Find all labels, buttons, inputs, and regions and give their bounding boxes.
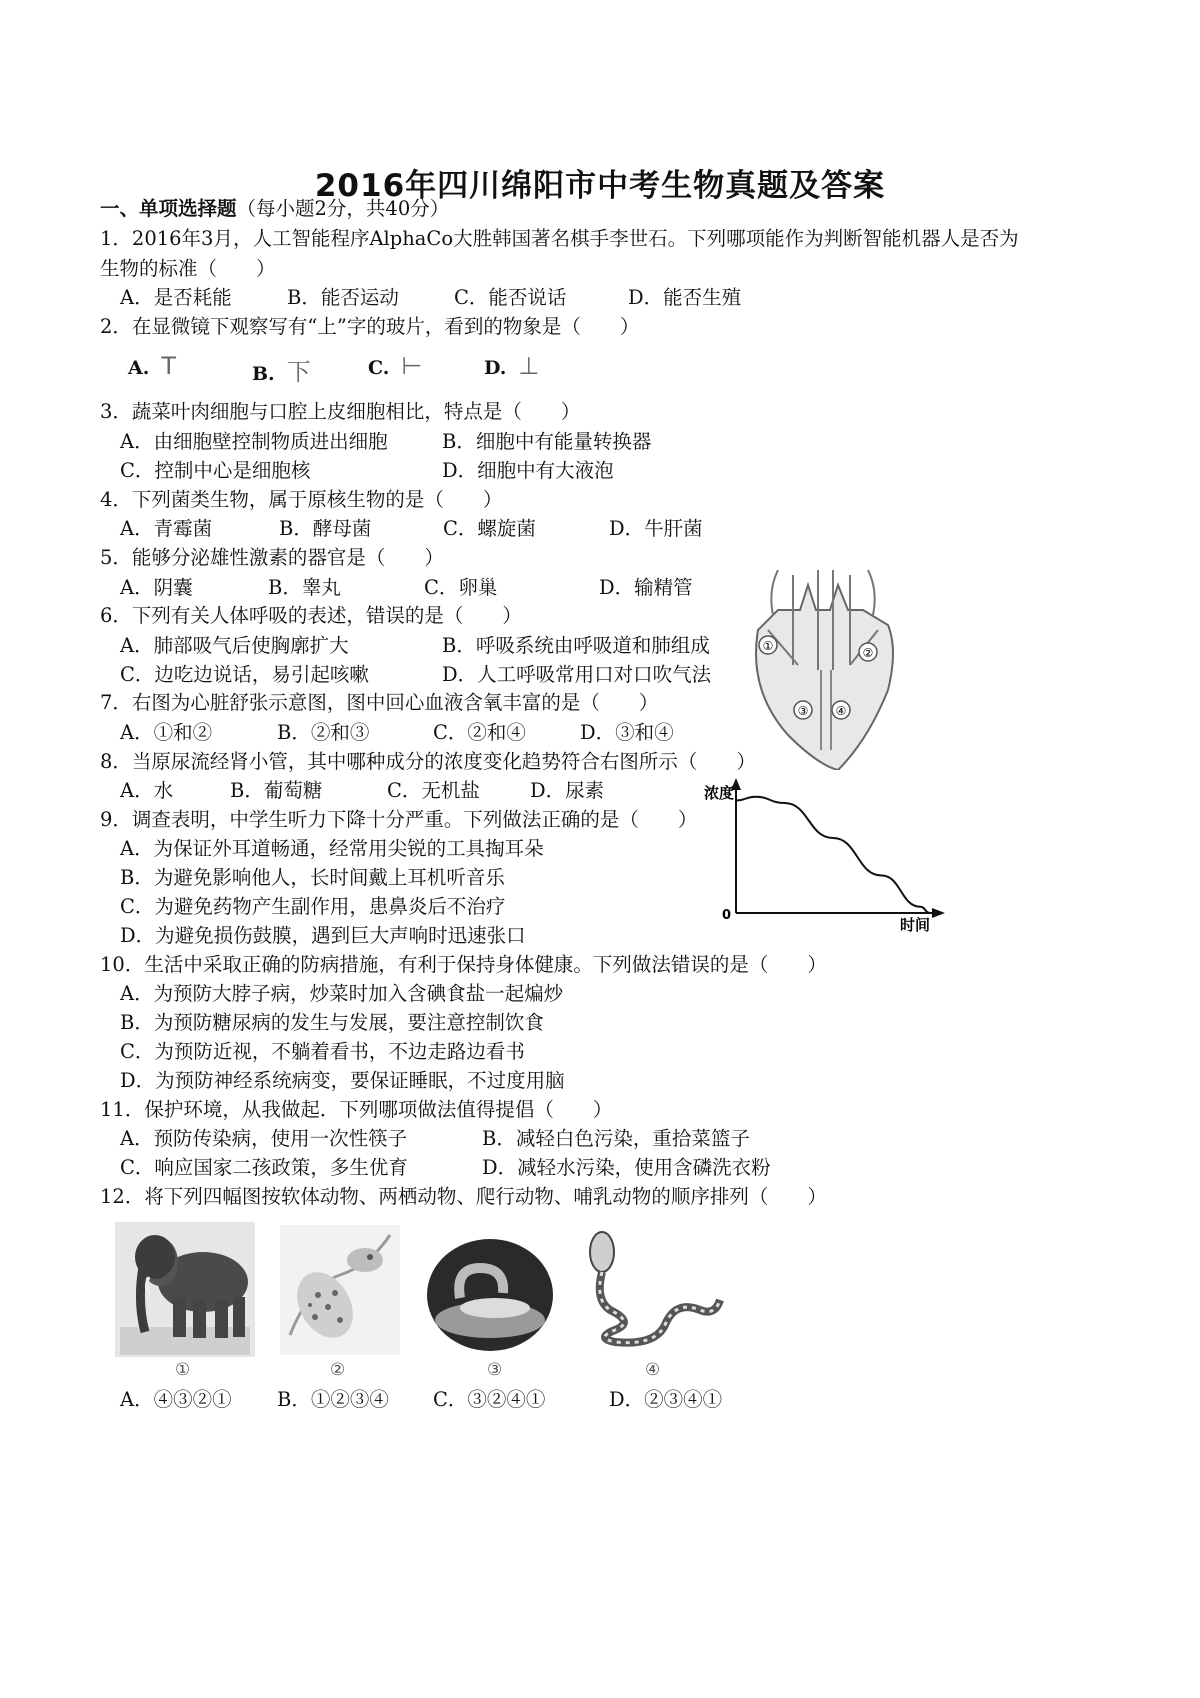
q7-option-c: C．②和④ [433, 721, 526, 744]
q2-option-d-label: D. [484, 357, 507, 379]
q1-option-d: D．能否生殖 [628, 286, 742, 309]
q11-option-a: A．预防传染病，使用一次性筷子 [120, 1127, 408, 1150]
q4-option-d: D．牛肝菌 [609, 517, 703, 540]
chart-series-line [736, 797, 930, 913]
q10-stem: 10．生活中采取正确的防病措施，有利于保持身体健康。下列做法错误的是（ ） [100, 953, 827, 976]
frog-image [280, 1225, 400, 1355]
q10-option-d: D．为预防神经系统病变，要保证睡眠，不过度用脑 [120, 1069, 565, 1092]
chart-origin: 0 [722, 908, 732, 923]
q7-stem: 7．右图为心脏舒张示意图，图中回心血液含氧丰富的是（ ） [100, 691, 659, 714]
q2-option-d [484, 352, 539, 380]
q2-option-b [252, 352, 311, 387]
q5-option-b: B．睾丸 [268, 576, 341, 599]
q5-option-d: D．输精管 [599, 576, 693, 599]
q8-option-b: B．葡萄糖 [230, 779, 323, 802]
q2-option-a-label: A. [128, 357, 150, 379]
q1-stem-line1: 1．2016年3月，人工智能程序AlphaCo大胜韩国著名棋手李世石。下列哪项能作为判断智能机器人是否为 [100, 227, 1019, 250]
q7-option-b: B．②和③ [277, 721, 370, 744]
q5-stem: 5．能够分泌雄性激素的器官是（ ） [100, 546, 444, 569]
q2-option-b-label: B. [252, 363, 275, 385]
chart-xlabel: 时间 [900, 916, 931, 933]
q6-option-b: B．呼吸系统由呼吸道和肺组成 [442, 634, 710, 657]
heart-label-4-text: ④ [835, 704, 847, 718]
chart-ylabel: 浓度 [704, 784, 735, 802]
concentration-chart [700, 778, 950, 933]
snake-image [575, 1230, 725, 1350]
heart-label-3-text: ③ [797, 704, 809, 718]
q12-option-a: A．④③②① [120, 1388, 232, 1411]
q10-option-a: A．为预防大脖子病，炒菜时加入含碘食盐一起煸炒 [120, 982, 564, 1005]
q3-stem: 3．蔬菜叶肉细胞与口腔上皮细胞相比，特点是（ ） [100, 400, 581, 423]
q8-option-d: D．尿素 [530, 779, 605, 802]
q11-option-d: D．减轻水污染，使用含磷洗衣粉 [482, 1156, 771, 1179]
q4-option-a: A．青霉菌 [120, 517, 213, 540]
q2-option-b-glyph: 下 [286, 358, 311, 386]
q11-option-c: C．响应国家二孩政策，多生优育 [120, 1156, 408, 1179]
q12-caption-4: ④ [645, 1360, 661, 1380]
q3-option-c: C．控制中心是细胞核 [120, 459, 311, 482]
q8-option-a: A．水 [120, 779, 174, 802]
section-heading-label: 一、单项选择题 [100, 197, 237, 220]
q2-stem: 2．在显微镜下观察写有“上”字的玻片，看到的物象是（ ） [100, 315, 640, 338]
q12-option-d: D．②③④① [609, 1388, 723, 1411]
q2-option-a [128, 352, 176, 380]
q2-option-c-glyph: ⊢ [401, 352, 423, 380]
q9-option-d: D．为避免损伤鼓膜，遇到巨大声响时迅速张口 [120, 924, 526, 947]
q3-option-a: A．由细胞壁控制物质进出细胞 [120, 430, 388, 453]
heart-label-1-text: ① [762, 639, 774, 653]
q4-option-b: B．酵母菌 [279, 517, 372, 540]
q10-option-c: C．为预防近视，不躺着看书，不边走路边看书 [120, 1040, 525, 1063]
q8-stem: 8．当原尿流经肾小管，其中哪种成分的浓度变化趋势符合右图所示（ ） [100, 750, 756, 773]
q12-caption-3: ③ [487, 1360, 503, 1380]
q7-option-a: A．①和② [120, 721, 213, 744]
heart-label-2-text: ② [862, 646, 874, 660]
section-heading [100, 197, 449, 221]
q1-stem-line2: 生物的标准（ ） [100, 257, 276, 280]
q6-stem: 6．下列有关人体呼吸的表述，错误的是（ ） [100, 604, 522, 627]
q6-option-d: D．人工呼吸常用口对口吹气法 [442, 663, 712, 686]
q9-option-a: A．为保证外耳道畅通，经常用尖锐的工具掏耳朵 [120, 837, 544, 860]
q6-option-a: A．肺部吸气后使胸廓扩大 [120, 634, 349, 657]
q12-option-c: C．③②④① [433, 1388, 546, 1411]
q12-stem: 12．将下列四幅图按软体动物、两栖动物、爬行动物、哺乳动物的顺序排列（ ） [100, 1185, 827, 1208]
q12-option-b: B．①②③④ [277, 1388, 389, 1411]
q2-option-c [368, 352, 422, 380]
q9-option-b: B．为避免影响他人，长时间戴上耳机听音乐 [120, 866, 505, 889]
q6-option-c: C．边吃边说话，易引起咳嗽 [120, 663, 369, 686]
chart-x-arrow [932, 908, 945, 918]
snail-image [425, 1238, 555, 1353]
q5-option-a: A．阴囊 [120, 576, 193, 599]
q3-option-b: B．细胞中有能量转换器 [442, 430, 652, 453]
q1-option-a: A．是否耗能 [120, 286, 232, 309]
q11-stem: 11．保护环境，从我做起．下列哪项做法值得提倡（ ） [100, 1098, 613, 1121]
q1-option-b: B．能否运动 [287, 286, 399, 309]
q8-option-c: C．无机盐 [387, 779, 480, 802]
q2-option-d-glyph: ⊥ [518, 352, 540, 380]
q10-option-b: B．为预防糖尿病的发生与发展，要注意控制饮食 [120, 1011, 544, 1034]
q1-option-c: C．能否说话 [454, 286, 567, 309]
q3-option-d: D．细胞中有大液泡 [442, 459, 614, 482]
q9-stem: 9．调查表明，中学生听力下降十分严重。下列做法正确的是（ ） [100, 808, 698, 831]
elephant-image [115, 1222, 255, 1357]
q5-option-c: C．卵巢 [424, 576, 498, 599]
q12-caption-1: ① [175, 1360, 191, 1380]
heart-diagram [738, 570, 903, 770]
q7-option-d: D．③和④ [580, 721, 674, 744]
q9-option-c: C．为避免药物产生副作用，患鼻炎后不治疗 [120, 895, 506, 918]
page-title: 2016年四川绵阳市中考生物真题及答案 [314, 168, 886, 204]
q12-caption-2: ② [330, 1360, 346, 1380]
q4-option-c: C．螺旋菌 [443, 517, 536, 540]
q2-option-a-glyph: T [161, 352, 177, 380]
q2-option-c-label: C. [368, 357, 390, 379]
q11-option-b: B．减轻白色污染，重拾菜篮子 [482, 1127, 750, 1150]
q4-stem: 4．下列菌类生物，属于原核生物的是（ ） [100, 488, 503, 511]
section-heading-note: （每小题2分，共40分） [236, 197, 450, 220]
